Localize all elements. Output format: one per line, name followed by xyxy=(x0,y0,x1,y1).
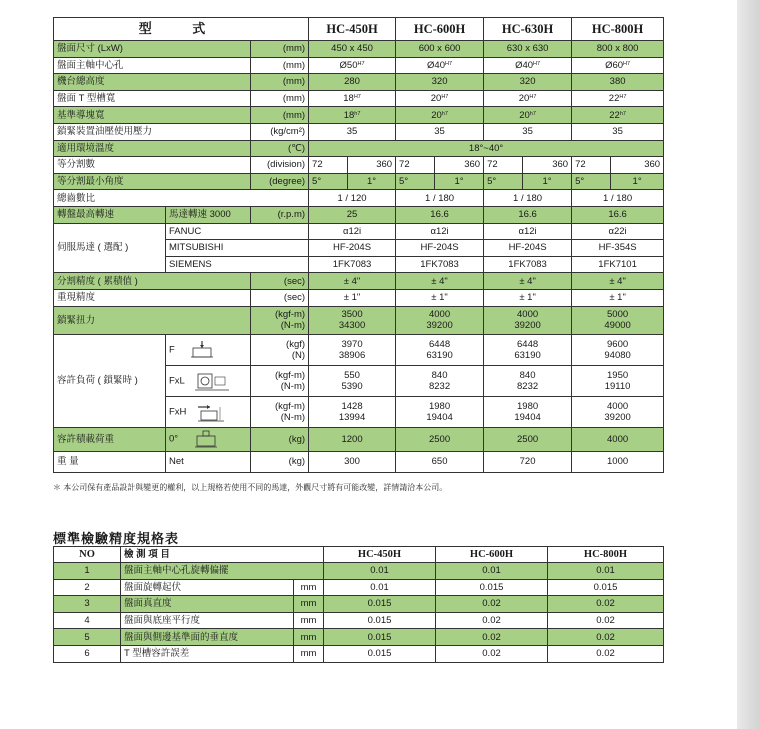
cell: 280 xyxy=(309,74,396,91)
model-header: HC-600H xyxy=(396,18,484,41)
cell: 6448 63190 xyxy=(484,334,572,365)
cell: 840 8232 xyxy=(396,365,484,396)
cell: 1FK7083 xyxy=(396,256,484,273)
cell: α22i xyxy=(572,223,664,240)
table-row xyxy=(54,579,664,596)
cell: 300 xyxy=(309,451,396,472)
row-no: 5 xyxy=(54,629,121,646)
cell: 1428 13994 xyxy=(309,396,396,427)
cell: $20^{H7}$ xyxy=(396,90,484,107)
row-unit: (kg/cm²) xyxy=(251,123,309,140)
cell: $Ø60^{H7}$ xyxy=(572,57,664,74)
row-label: 容許積載荷重 xyxy=(54,427,166,451)
cell: 0.015 xyxy=(324,629,436,646)
cell: 0.02 xyxy=(548,596,664,613)
row-label: 等分割數 xyxy=(54,157,251,174)
cell: $22^{H7}$ xyxy=(572,90,664,107)
cell: 650 xyxy=(396,451,484,472)
cell: ± 1" xyxy=(309,289,396,306)
cell: 600 x 600 xyxy=(396,41,484,58)
cell: 360 xyxy=(435,157,484,174)
row-unit: (kgf-m) (N-m) xyxy=(251,365,309,396)
row-label: 重現精度 xyxy=(54,289,251,306)
row-weight xyxy=(54,451,664,472)
cell: 6448 63190 xyxy=(396,334,484,365)
cell: 630 x 630 xyxy=(484,41,572,58)
row-label: 等分割最小角度 xyxy=(54,173,251,190)
cell: 1 / 180 xyxy=(484,190,572,207)
row-no: 6 xyxy=(54,645,121,662)
cell: 1 / 120 xyxy=(309,190,396,207)
row-label: 盤面主軸中心孔 xyxy=(54,57,251,74)
model-header: HC-450H xyxy=(309,18,396,41)
table-row xyxy=(54,645,664,662)
row-item: 盤面旋轉起伏 xyxy=(121,579,294,596)
row-label: 鎖緊裝置油壓使用壓力 xyxy=(54,123,251,140)
row-label: 基準導塊寬 xyxy=(54,107,251,124)
cell: 1FK7083 xyxy=(484,256,572,273)
row-load-f xyxy=(54,334,664,365)
cell: $Ø50^{H7}$ xyxy=(309,57,396,74)
row-min-angle xyxy=(54,173,664,190)
cell: 0.02 xyxy=(548,645,664,662)
load-type: F xyxy=(166,334,251,365)
row-t-slot xyxy=(54,90,664,107)
row-item: 盤面主軸中心孔旋轉偏擺 xyxy=(121,563,324,580)
cell: 840 8232 xyxy=(484,365,572,396)
row-item: T 型槽容許誤差 xyxy=(121,645,294,662)
cell: 720 xyxy=(484,451,572,472)
cell: α12i xyxy=(396,223,484,240)
row-division xyxy=(54,157,664,174)
row-load-capacity xyxy=(54,427,664,451)
row-unit: mm xyxy=(294,612,324,629)
row-unit: (kgf) (N) xyxy=(251,334,309,365)
cell: 5° xyxy=(572,173,611,190)
cell: 16.6 xyxy=(396,206,484,223)
cell: $20^{H7}$ xyxy=(484,90,572,107)
cell: 2500 xyxy=(396,427,484,451)
cell: 0.015 xyxy=(324,612,436,629)
row-unit: (sec) xyxy=(251,273,309,290)
cell: 4000 39200 xyxy=(484,306,572,334)
row-unit: (℃) xyxy=(251,140,309,157)
servo-brand: FANUC xyxy=(166,223,309,240)
row-label: 適用環境溫度 xyxy=(54,140,251,157)
cell: 35 xyxy=(396,123,484,140)
cell: 25 xyxy=(309,206,396,223)
header-item: 檢 測 項 目 xyxy=(121,547,324,563)
row-unit: (kg) xyxy=(251,451,309,472)
cell: 0.02 xyxy=(548,629,664,646)
row-unit: (sec) xyxy=(251,289,309,306)
row-label: 總齒數比 xyxy=(54,190,309,207)
cell: HF-204S xyxy=(484,240,572,257)
row-clamp-torque xyxy=(54,306,664,334)
table-row xyxy=(54,563,664,580)
load-fxl-icon xyxy=(195,371,229,391)
row-item: 盤面與底座平行度 xyxy=(121,612,294,629)
cell: 35 xyxy=(572,123,664,140)
row-unit: (mm) xyxy=(251,41,309,58)
row-unit: mm xyxy=(294,629,324,646)
row-unit: (mm) xyxy=(251,74,309,91)
spec-title: 型 式 xyxy=(54,18,309,41)
accuracy-header-row xyxy=(54,547,664,563)
accuracy-table xyxy=(53,546,664,663)
row-repeat-accuracy xyxy=(54,289,664,306)
cell: 1200 xyxy=(309,427,396,451)
cell: 5° xyxy=(396,173,435,190)
cell: 0.02 xyxy=(436,596,548,613)
cell: $22^{h7}$ xyxy=(572,107,664,124)
cell: $Ø40^{H7}$ xyxy=(484,57,572,74)
cell: 0.01 xyxy=(324,563,436,580)
cell: 1FK7101 xyxy=(572,256,664,273)
load-f-icon xyxy=(191,341,213,359)
row-label: 伺服馬達 ( 選配 ) xyxy=(54,223,166,273)
cell: HF-204S xyxy=(396,240,484,257)
cell: 360 xyxy=(611,157,664,174)
row-no: 4 xyxy=(54,612,121,629)
cell: 1 / 180 xyxy=(572,190,664,207)
cell: HF-204S xyxy=(309,240,396,257)
row-servo-fanuc xyxy=(54,223,664,240)
row-index-accuracy xyxy=(54,273,664,290)
row-unit: (mm) xyxy=(251,57,309,74)
row-unit: (r.p.m) xyxy=(251,206,309,223)
row-unit: mm xyxy=(294,596,324,613)
cell: 72 xyxy=(484,157,523,174)
cell: 450 x 450 xyxy=(309,41,396,58)
load-capacity-icon xyxy=(195,430,217,448)
row-unit: mm xyxy=(294,645,324,662)
cell: 4000 xyxy=(572,427,664,451)
row-no: 3 xyxy=(54,596,121,613)
cell: 16.6 xyxy=(484,206,572,223)
spec-header-row xyxy=(54,18,664,41)
row-max-speed xyxy=(54,206,664,223)
cell: 1 / 180 xyxy=(396,190,484,207)
cell: HF-354S xyxy=(572,240,664,257)
cell: 0.01 xyxy=(436,563,548,580)
row-label: 轉盤最高轉速 xyxy=(54,206,166,223)
cell: ± 1" xyxy=(396,289,484,306)
cell: 1FK7083 xyxy=(309,256,396,273)
row-no: 2 xyxy=(54,579,121,596)
cell: 16.6 xyxy=(572,206,664,223)
cell: 72 xyxy=(572,157,611,174)
row-unit: (degree) xyxy=(251,173,309,190)
row-label: 分割精度 ( 累積值 ) xyxy=(54,273,251,290)
load-type: FxL xyxy=(166,365,251,396)
row-sub: Net xyxy=(166,451,251,472)
cell: 2500 xyxy=(484,427,572,451)
cell: $18^{h7}$ xyxy=(309,107,396,124)
row-guide-width xyxy=(54,107,664,124)
cell: 0.02 xyxy=(436,645,548,662)
cell: 5° xyxy=(484,173,523,190)
cell: ± 1" xyxy=(572,289,664,306)
cell: 0.02 xyxy=(548,612,664,629)
cell: 5° xyxy=(309,173,348,190)
row-unit: (division) xyxy=(251,157,309,174)
cell: ± 1" xyxy=(484,289,572,306)
load-fxh-icon xyxy=(198,402,224,422)
cell: 1980 19404 xyxy=(484,396,572,427)
row-no: 1 xyxy=(54,563,121,580)
cell: $20^{h7}$ xyxy=(396,107,484,124)
row-clamp-pressure xyxy=(54,123,664,140)
cell: 360 xyxy=(523,157,572,174)
cell: 1° xyxy=(611,173,664,190)
cell: 800 x 800 xyxy=(572,41,664,58)
cell: 320 xyxy=(396,74,484,91)
cell: 9600 94080 xyxy=(572,334,664,365)
cell: 0.01 xyxy=(324,579,436,596)
row-sub: 馬達轉速 3000 xyxy=(166,206,251,223)
table-row xyxy=(54,612,664,629)
cell: 4000 39200 xyxy=(572,396,664,427)
footnote: ＊ 本公司保有產品設計與變更的權利，以上規格若使用不同的馬達，外觀尺寸將有可能改變，詳情請洽本公司。 xyxy=(53,483,448,492)
cell: 3970 38906 xyxy=(309,334,396,365)
spec-table xyxy=(53,17,664,473)
model-header: HC-800H xyxy=(548,547,664,563)
cell: $20^{h7}$ xyxy=(484,107,572,124)
table-row xyxy=(54,629,664,646)
row-label: 盤面 T 型槽寬 xyxy=(54,90,251,107)
page-gutter xyxy=(737,0,759,729)
cell: 0.01 xyxy=(548,563,664,580)
model-header: HC-450H xyxy=(324,547,436,563)
model-header: HC-630H xyxy=(484,18,572,41)
cell: 0.015 xyxy=(436,579,548,596)
row-unit: (kg) xyxy=(251,427,309,451)
row-unit: (mm) xyxy=(251,107,309,124)
cell: ± 4" xyxy=(572,273,664,290)
cell: 0.015 xyxy=(324,645,436,662)
cell: 72 xyxy=(309,157,348,174)
cell: 1° xyxy=(435,173,484,190)
row-unit: (kgf-m) (N-m) xyxy=(251,396,309,427)
cell: 320 xyxy=(484,74,572,91)
cell: 72 xyxy=(396,157,435,174)
cell: 5000 49000 xyxy=(572,306,664,334)
cell: 35 xyxy=(309,123,396,140)
row-unit: mm xyxy=(294,579,324,596)
cell: 1980 19404 xyxy=(396,396,484,427)
cell: 380 xyxy=(572,74,664,91)
row-label: 機台總高度 xyxy=(54,74,251,91)
cell: $Ø40^{H7}$ xyxy=(396,57,484,74)
row-label: 容許負荷 ( 鎖緊時 ) xyxy=(54,334,166,427)
cell: ± 4" xyxy=(484,273,572,290)
cell: 0.015 xyxy=(548,579,664,596)
cell: 360 xyxy=(348,157,396,174)
row-item: 盤面真直度 xyxy=(121,596,294,613)
row-label: 重 量 xyxy=(54,451,166,472)
cell: α12i xyxy=(309,223,396,240)
cell: 1950 19110 xyxy=(572,365,664,396)
cell: 0.015 xyxy=(324,596,436,613)
cell: 35 xyxy=(484,123,572,140)
cell: 1° xyxy=(348,173,396,190)
header-no: NO xyxy=(54,547,121,563)
servo-brand: MITSUBISHI xyxy=(166,240,309,257)
cell: ± 4" xyxy=(309,273,396,290)
row-label: 鎖緊扭力 xyxy=(54,306,251,334)
table-row xyxy=(54,596,664,613)
row-item: 盤面與側邊基準面的垂直度 xyxy=(121,629,294,646)
cell: 4000 39200 xyxy=(396,306,484,334)
row-gear-ratio xyxy=(54,190,664,207)
cell: 1° xyxy=(523,173,572,190)
row-ambient xyxy=(54,140,664,157)
cell: 1000 xyxy=(572,451,664,472)
load-type: FxH xyxy=(166,396,251,427)
row-unit: (kgf-m) (N-m) xyxy=(251,306,309,334)
cell: ± 4" xyxy=(396,273,484,290)
servo-brand: SIEMENS xyxy=(166,256,309,273)
model-header: HC-800H xyxy=(572,18,664,41)
cell: α12i xyxy=(484,223,572,240)
row-label: 盤面尺寸 (LxW) xyxy=(54,41,251,58)
accuracy-title: 標準檢驗精度規格表 xyxy=(53,531,180,546)
cell: 0.02 xyxy=(436,612,548,629)
cell: 550 5390 xyxy=(309,365,396,396)
row-unit: (mm) xyxy=(251,90,309,107)
row-sub: 0° xyxy=(166,427,251,451)
cell: 3500 34300 xyxy=(309,306,396,334)
row-table-size xyxy=(54,41,664,58)
row-height xyxy=(54,74,664,91)
cell: $18^{H7}$ xyxy=(309,90,396,107)
model-header: HC-600H xyxy=(436,547,548,563)
row-center-hole xyxy=(54,57,664,74)
cell: 18°~40° xyxy=(309,140,664,157)
cell: 0.02 xyxy=(436,629,548,646)
